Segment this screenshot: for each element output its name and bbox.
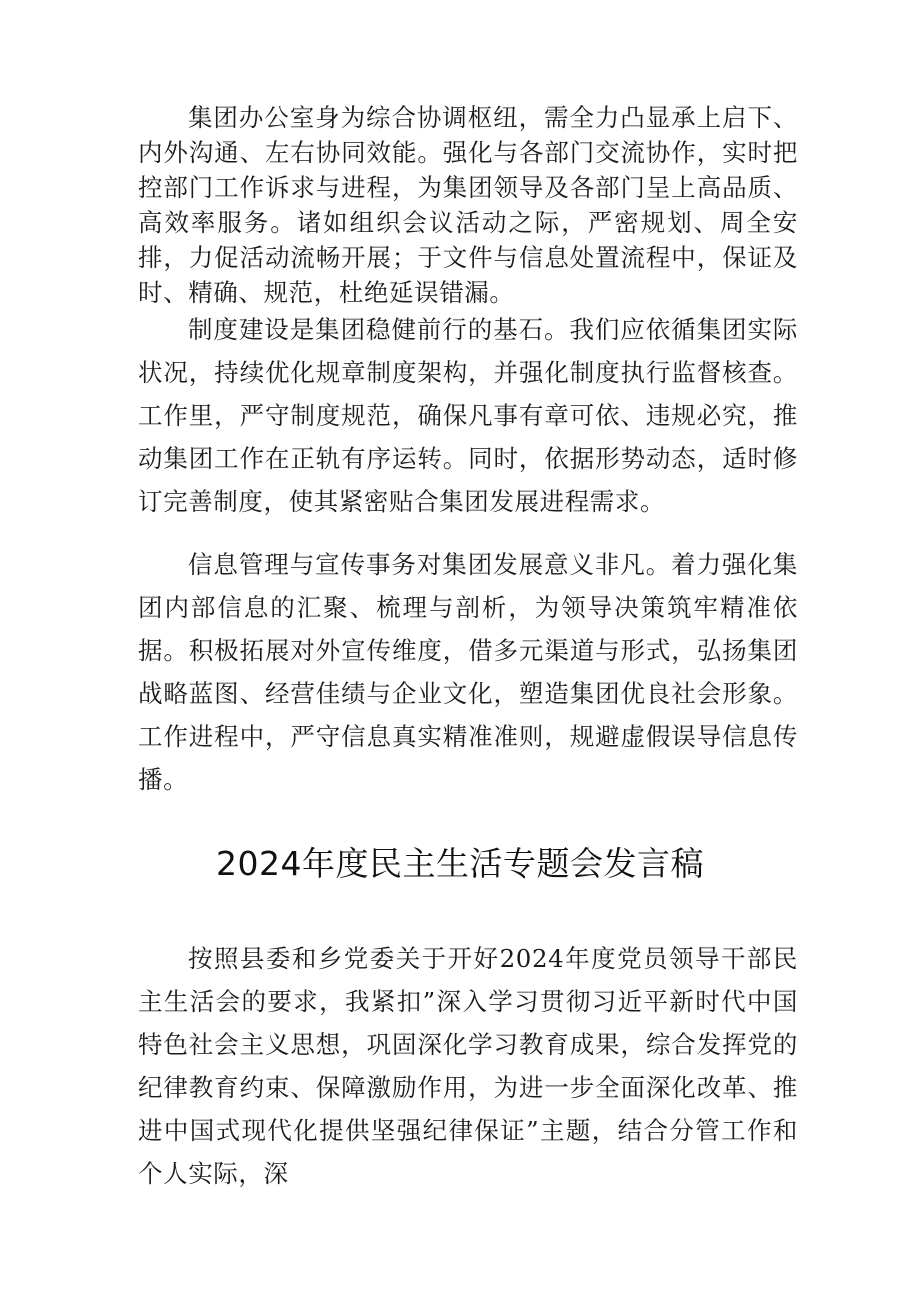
paragraph-information-publicity: 信息管理与宣传事务对集团发展意义非凡。着力强化集团内部信息的汇聚、梳理与剖析，为领导决策筑牢精准依据。积极拓展对外宣传维度，借多元渠道与形式，弘扬集团战略蓝图、经营佳绩与企业文化，塑造集团优良社会形象。工作进程中，严守信息真实精准准则，规避虚假误导信息传播。	[138, 550, 798, 794]
paragraph-intro: 按照县委和乡党委关于开好2024年度党员领导干部民主生活会的要求，我紧扣”深入学习贯彻习近平新时代中国特色社会主义思想，巩固深化学习教育成果，综合发挥党的纪律教育约束、保障激励作用，为进一步全面深化改革、推进中国式现代化提供坚强纪律保证”主题，结合分管工作和个人实际，深	[138, 944, 798, 1188]
document-title: 2024年度民主生活专题会发言稿	[216, 844, 704, 883]
paragraph-office-coordination: 集团办公室身为综合协调枢纽，需全力凸显承上启下、内外沟通、左右协同效能。强化与各部门交流协作，实时把控部门工作诉求与进程，为集团领导及各部门呈上高品质、高效率服务。诸如组织会议活动之际，严密规划、周全安排，力促活动流畅开展；于文件与信息处置流程中，保证及时、精确、规范，杜绝延误错漏。	[138, 103, 798, 307]
paragraph-system-building: 制度建设是集团稳健前行的基石。我们应依循集团实际状况，持续优化规章制度架构，并强化制度执行监督核查。工作里，严守制度规范，确保凡事有章可依、违规必究，推动集团工作在正轨有序运转。同时，依据形势动态，适时修订完善制度，使其紧密贴合集团发展进程需求。	[138, 315, 798, 516]
